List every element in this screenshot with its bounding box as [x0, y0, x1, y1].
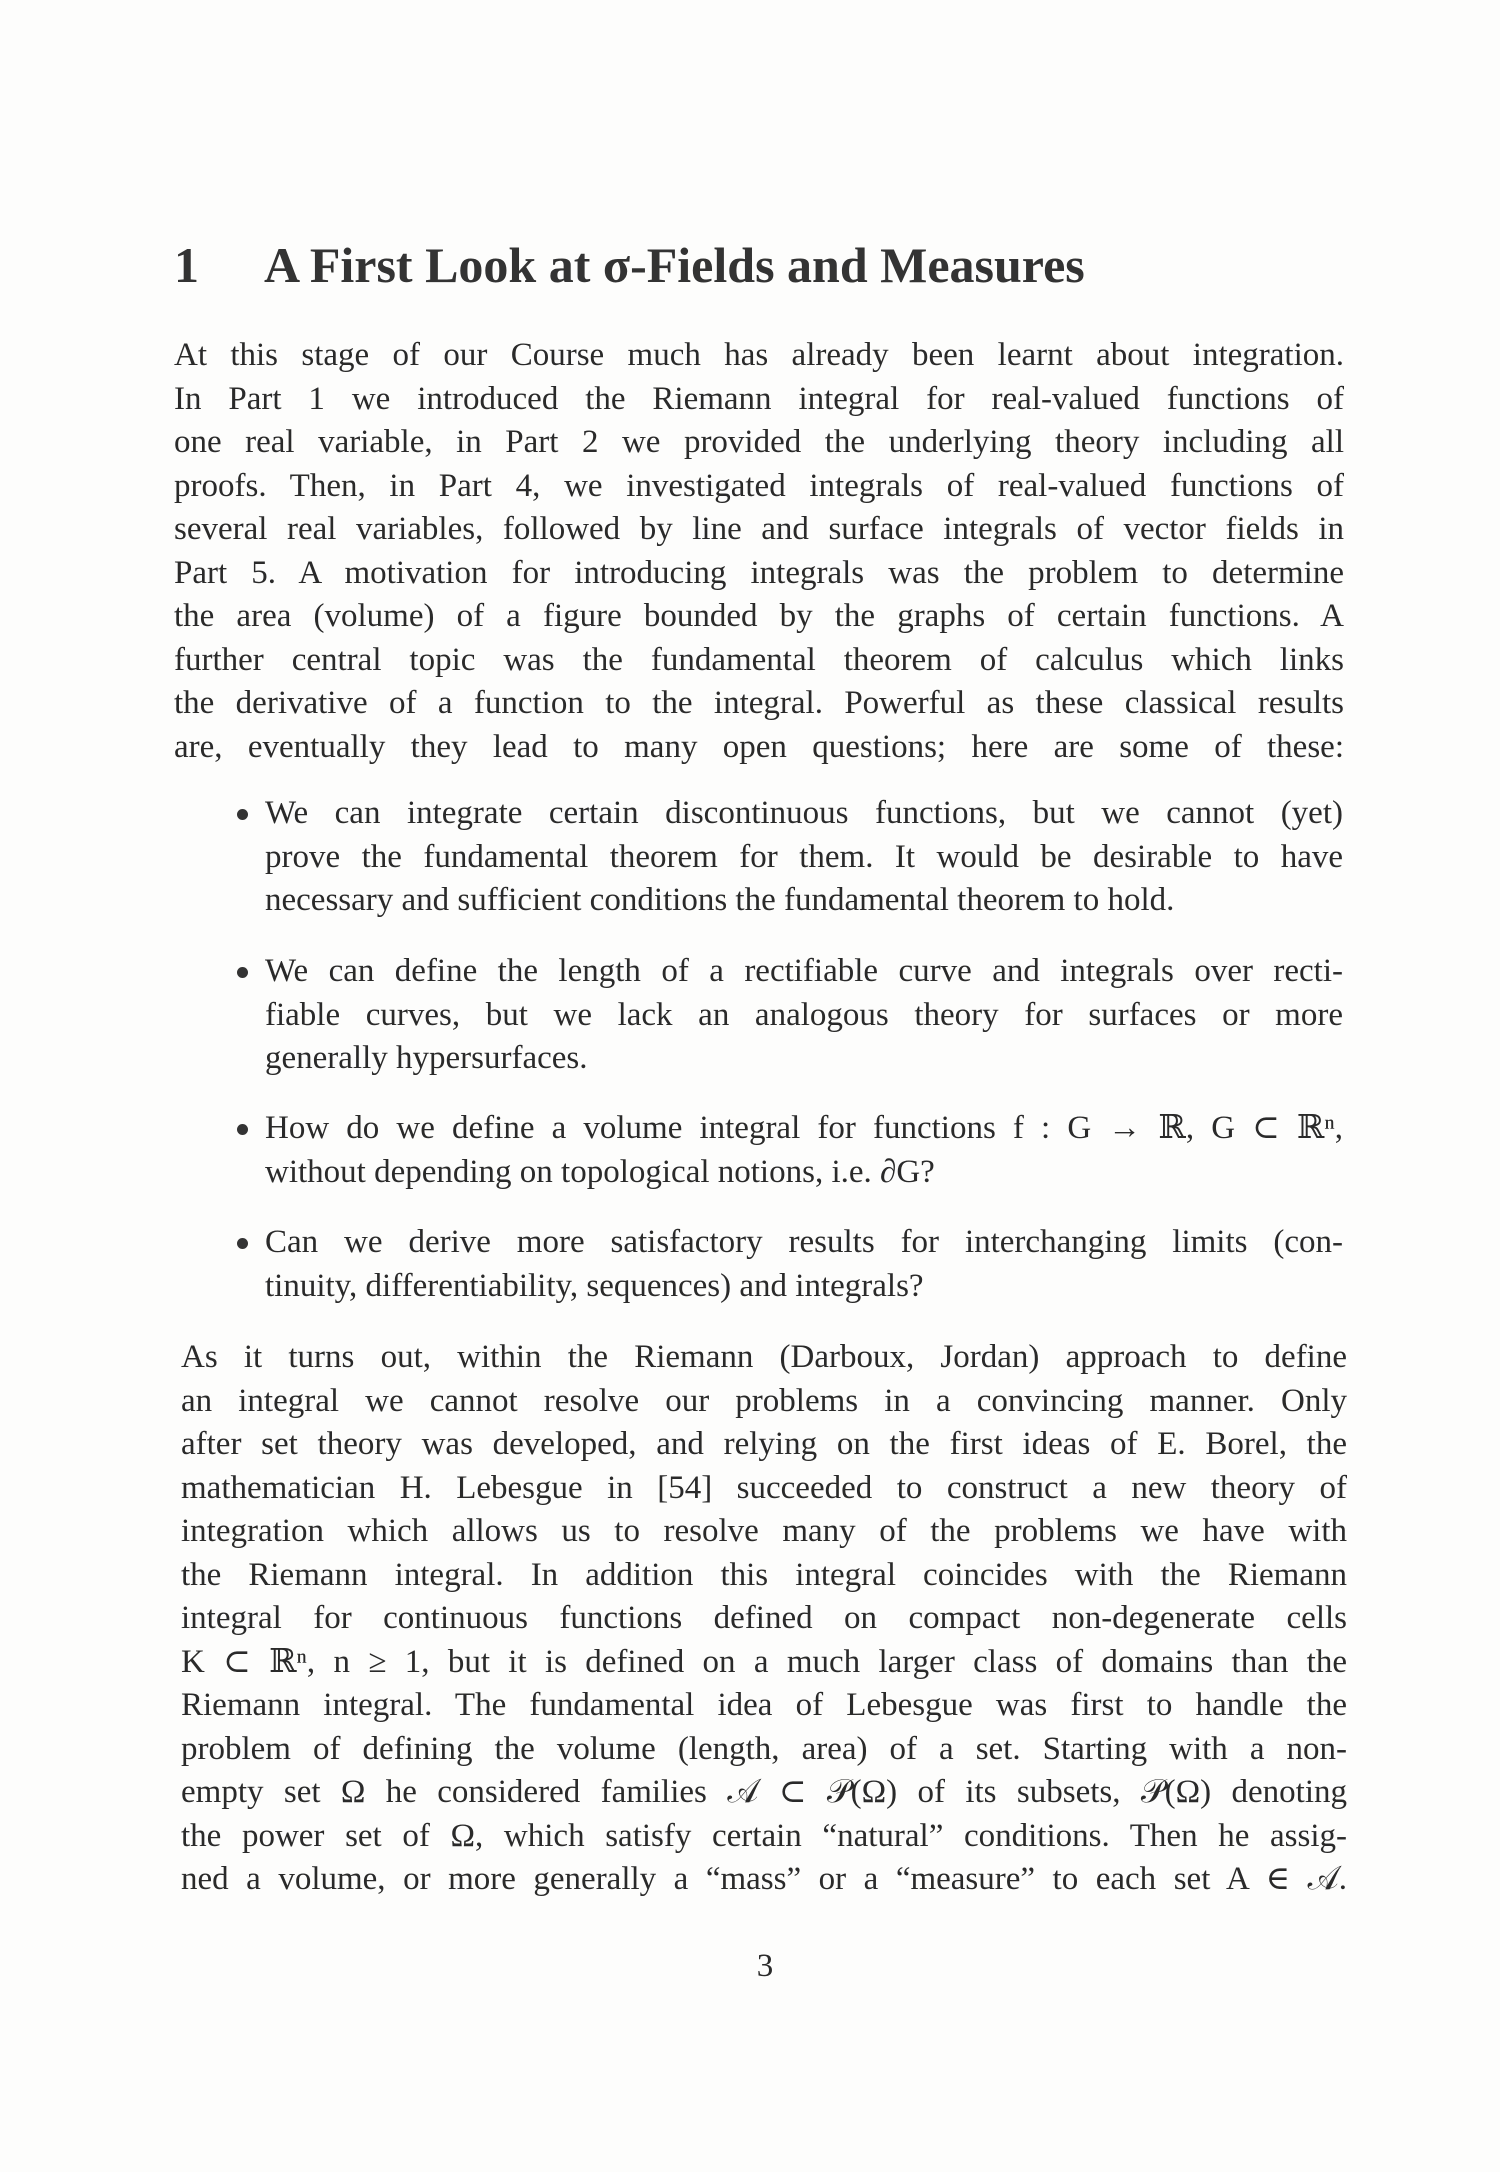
text-line: the derivative of a function to the integral. Powerful as these classical results [174, 685, 1344, 721]
bullet-item [265, 1221, 1343, 1308]
text-line: We can define the length of a rectifiable curve and integrals over recti- [265, 953, 1343, 989]
text-line: several real variables, followed by line and surface integrals of vector fields in [174, 511, 1344, 547]
text-line: fiable curves, but we lack an analogous theory for surfaces or more [265, 996, 1343, 1033]
text-line: mathematician H. Lebesgue in [54] succeeded to construct a new theory of [181, 1469, 1347, 1506]
bullet-item [265, 792, 1343, 923]
text-line: one real variable, in Part 2 we provided the underlying theory including all [174, 424, 1344, 460]
text-line: the power set of Ω, which satisfy certain “natural” conditions. Then he assig- [181, 1817, 1347, 1854]
page-number: 3 [756, 1948, 774, 1984]
text-line: further central topic was the fundamental theorem of calculus which links [174, 641, 1344, 678]
bullet-dot-icon [237, 1124, 248, 1135]
text-line: the area (volume) of a figure bounded by the graphs of certain functions. A [174, 598, 1344, 634]
text-line: necessary and sufficient conditions the fundamental theorem to hold. [265, 882, 1175, 918]
text-line: We can integrate certain discontinuous functions, but we cannot (yet) [265, 795, 1343, 831]
text-line: Riemann integral. The fundamental idea of Lebesgue was first to handle the [181, 1687, 1347, 1723]
text-line: As it turns out, within the Riemann (Darboux, Jordan) approach to define [181, 1339, 1347, 1375]
text-line: integral for continuous functions defined on compact non-degenerate cells [181, 1600, 1347, 1636]
bullet-dot-icon [237, 809, 248, 820]
text-line: K ⊂ ℝⁿ, n ≥ 1, but it is defined on a much larger class of domains than the [181, 1643, 1347, 1680]
text-line: the Riemann integral. In addition this integral coincides with the Riemann [181, 1556, 1347, 1593]
bullet-item [265, 1107, 1343, 1194]
text-line: Can we derive more satisfactory results for interchanging limits (con- [265, 1224, 1343, 1260]
bullet-dot-icon [237, 967, 248, 978]
text-line: ned a volume, or more generally a “mass” or a “measure” to each set A ∈ 𝒜. [181, 1861, 1347, 1897]
text-line: an integral we cannot resolve our problems in a convincing manner. Only [181, 1382, 1347, 1419]
text-line: after set theory was developed, and relying on the first ideas of E. Borel, the [181, 1426, 1347, 1462]
text-line: are, eventually they lead to many open questions; here are some of these: [174, 728, 1344, 765]
text-line: proofs. Then, in Part 4, we investigated integrals of real-valued functions of [174, 467, 1344, 504]
bullet-item [265, 950, 1343, 1081]
text-line: Part 5. A motivation for introducing integrals was the problem to determine [174, 554, 1344, 591]
text-line: without depending on topological notions, i.e. ∂G? [265, 1153, 935, 1190]
text-line: In Part 1 we introduced the Riemann integral for real-valued functions of [174, 380, 1344, 417]
text-line: How do we define a volume integral for functions f : G → ℝ, G ⊂ ℝⁿ, [265, 1110, 1343, 1146]
text-line: tinuity, differentiability, sequences) and integrals? [265, 1267, 924, 1304]
bullet-dot-icon [237, 1238, 248, 1249]
text-line: empty set Ω he considered families 𝒜 ⊂ 𝒫(Ω) of its subsets, 𝒫(Ω) denoting [181, 1774, 1347, 1810]
text-line: problem of defining the volume (length, area) of a set. Starting with a non- [181, 1730, 1347, 1767]
paragraph-intro [174, 334, 1344, 769]
text-line: integration which allows us to resolve many of the problems we have with [181, 1513, 1347, 1549]
text-line: prove the fundamental theorem for them. It would be desirable to have [265, 838, 1343, 875]
section-heading [174, 236, 1085, 294]
section-number: 1 [174, 237, 199, 293]
text-line: generally hypersurfaces. [265, 1040, 588, 1076]
paragraph-lebesgue [181, 1336, 1347, 1902]
text-line: At this stage of our Course much has already been learnt about integration. [174, 337, 1344, 373]
section-title: A First Look at σ-Fields and Measures [264, 237, 1085, 293]
